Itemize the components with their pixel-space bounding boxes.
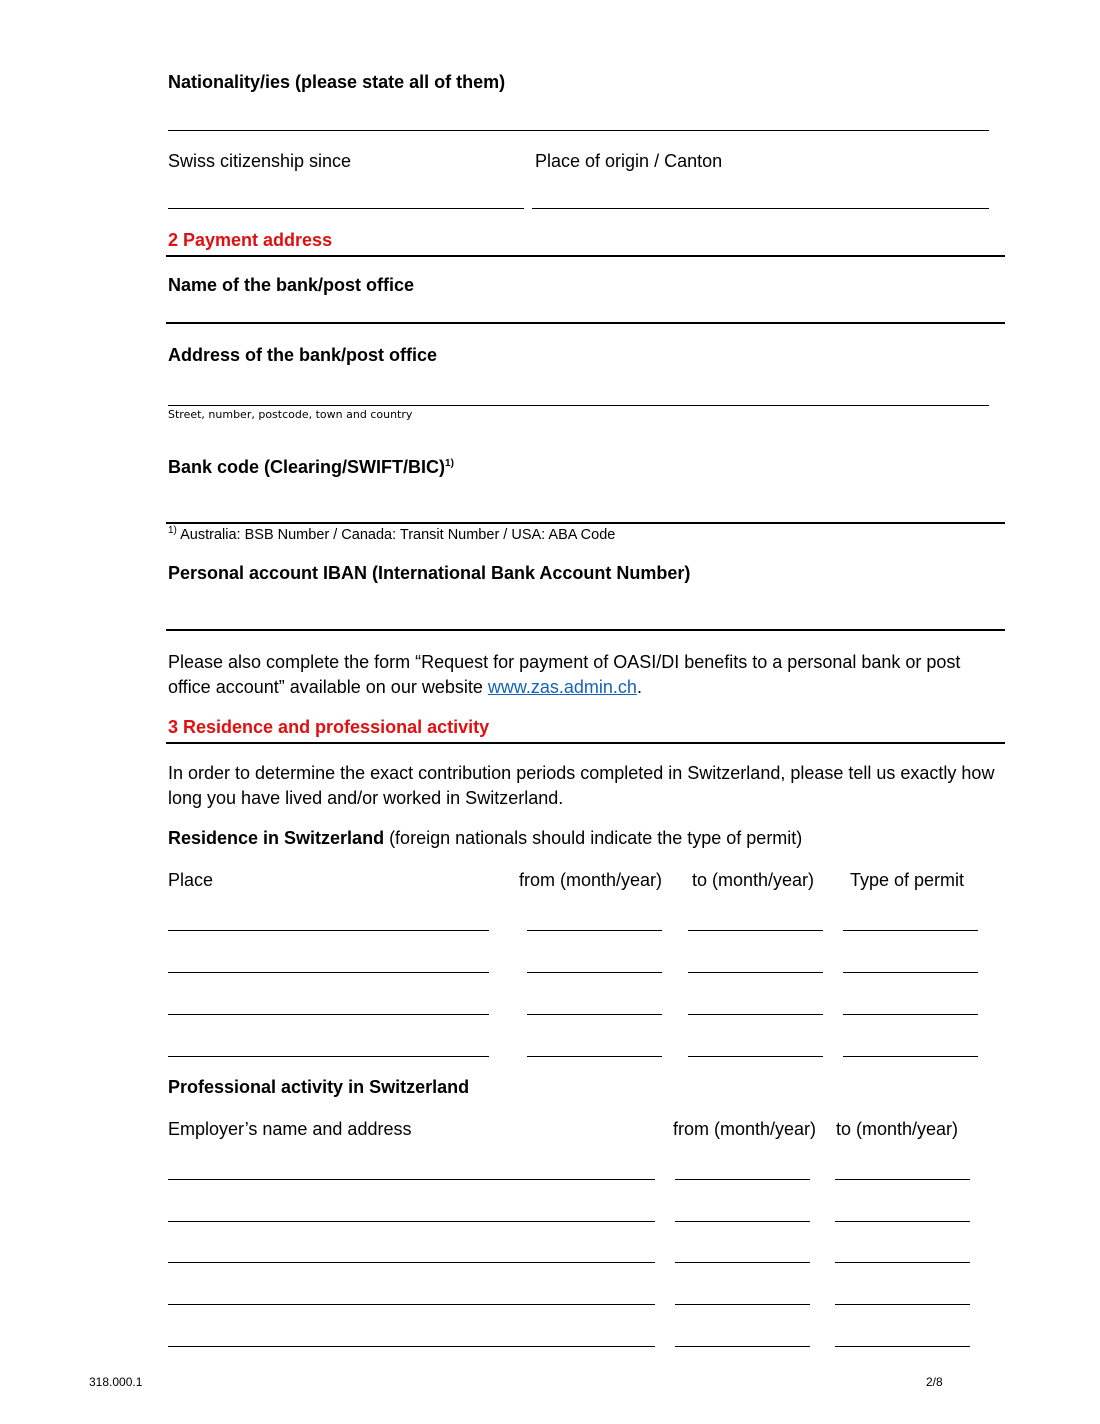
residence-permit-field[interactable] [843, 930, 978, 931]
bank-address-label: Address of the bank/post office [168, 345, 438, 365]
bank-code-field-line[interactable] [166, 522, 1005, 524]
residence-place-field[interactable] [168, 1014, 489, 1015]
iban-label: Personal account IBAN (International Bank Account Number) [168, 563, 691, 583]
professional-col-from: from (month/year) [673, 1119, 817, 1139]
residence-place-field[interactable] [168, 930, 489, 931]
bank-code-footnote [168, 527, 615, 543]
residence-permit-field[interactable] [843, 1056, 978, 1057]
form-number: 318.000.1 [89, 1375, 143, 1389]
employment-from-field[interactable] [675, 1346, 810, 1347]
employer-field[interactable] [168, 1304, 655, 1305]
swiss-citizenship-label: Swiss citizenship since [168, 151, 352, 171]
bank-code-label [168, 457, 454, 478]
residence-permit-field[interactable] [843, 972, 978, 973]
professional-col-employer: Employer’s name and address [168, 1119, 412, 1139]
professional-col-to: to (month/year) [836, 1119, 959, 1139]
employment-from-field[interactable] [675, 1262, 810, 1263]
nationality-field-line[interactable] [168, 130, 989, 131]
employment-from-field[interactable] [675, 1304, 810, 1305]
employment-to-field[interactable] [835, 1304, 970, 1305]
residence-label-rest: (foreign nationals should indicate the type of permit) [384, 828, 803, 848]
footnote-text: Australia: BSB Number / Canada: Transit Number / USA: ABA Code [176, 527, 616, 543]
residence-from-field[interactable] [527, 930, 662, 931]
section-3-rule [166, 742, 1005, 744]
bank-address-hint: Street, number, postcode, town and country [168, 408, 413, 421]
residence-label-bold: Residence in Switzerland [168, 828, 385, 848]
payment-note-end: . [636, 677, 642, 697]
section-3-intro: In order to determine the exact contribution periods completed in Switzerland, please tell us exactly how long you have lived and/or worked in Switzerland. [168, 763, 995, 808]
section-2-heading: 2 Payment address [168, 230, 333, 250]
residence-to-field[interactable] [688, 972, 823, 973]
employment-to-field[interactable] [835, 1346, 970, 1347]
employment-from-field[interactable] [675, 1221, 810, 1222]
residence-place-field[interactable] [168, 972, 489, 973]
payment-note [168, 650, 998, 700]
employer-field[interactable] [168, 1179, 655, 1180]
residence-from-field[interactable] [527, 972, 662, 973]
residence-col-from: from (month/year) [519, 870, 663, 890]
bank-name-label: Name of the bank/post office [168, 275, 415, 295]
zas-website-link[interactable]: www.zas.admin.ch [487, 677, 637, 697]
employment-to-field[interactable] [835, 1221, 970, 1222]
residence-to-field[interactable] [688, 1014, 823, 1015]
residence-col-permit: Type of permit [850, 870, 965, 890]
iban-field-line[interactable] [166, 629, 1005, 631]
bank-code-label-text: Bank code (Clearing/SWIFT/BIC) [168, 457, 446, 477]
residence-from-field[interactable] [527, 1014, 662, 1015]
residence-to-field[interactable] [688, 1056, 823, 1057]
residence-to-field[interactable] [688, 930, 823, 931]
page-number: 2/8 [926, 1375, 943, 1389]
professional-activity-label: Professional activity in Switzerland [168, 1077, 470, 1097]
nationality-label: Nationality/ies (please state all of them) [168, 72, 506, 92]
employment-to-field[interactable] [835, 1262, 970, 1263]
section-2-rule [166, 255, 1005, 257]
residence-permit-field[interactable] [843, 1014, 978, 1015]
employer-field[interactable] [168, 1262, 655, 1263]
employment-to-field[interactable] [835, 1179, 970, 1180]
employer-field[interactable] [168, 1221, 655, 1222]
place-of-origin-field-line[interactable] [532, 208, 989, 209]
residence-from-field[interactable] [527, 1056, 662, 1057]
residence-col-to: to (month/year) [692, 870, 815, 890]
employment-from-field[interactable] [675, 1179, 810, 1180]
place-of-origin-label: Place of origin / Canton [535, 151, 723, 171]
employer-field[interactable] [168, 1346, 655, 1347]
bank-code-footnote-ref: 1) [445, 458, 454, 469]
bank-name-field-line[interactable] [166, 322, 1005, 324]
section-3-heading: 3 Residence and professional activity [168, 717, 490, 737]
payment-note-text: Please also complete the form “Request for payment of OASI/DI benefits to a personal bank or post office account” available on our website [168, 652, 961, 697]
residence-place-field[interactable] [168, 1056, 489, 1057]
bank-address-field-line[interactable] [168, 405, 989, 406]
footnote-marker: 1) [168, 525, 177, 537]
residence-col-place: Place [168, 870, 214, 890]
swiss-citizenship-field-line[interactable] [168, 208, 524, 209]
residence-label [168, 828, 802, 849]
